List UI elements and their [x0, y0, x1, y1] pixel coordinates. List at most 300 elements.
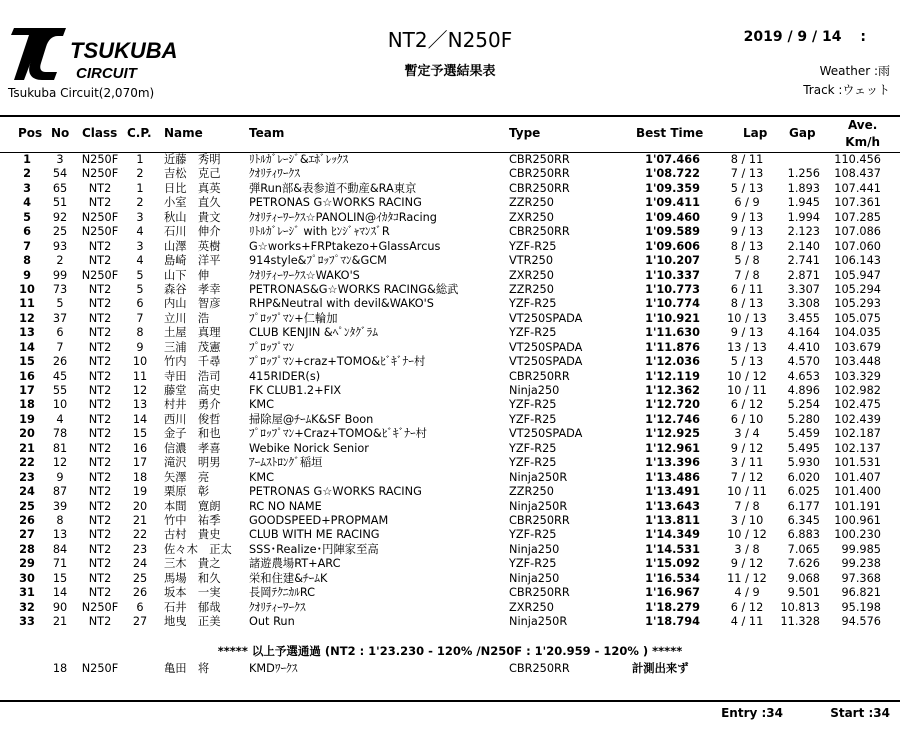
cell-cp: 9	[136, 340, 144, 354]
cell-best-time: 1'13.491	[645, 485, 700, 499]
table-row	[0, 500, 900, 514]
cell-ave-speed: 105.075	[834, 311, 881, 325]
cell-lap: 4 / 9	[734, 586, 760, 600]
cell-name: 村井 勇介	[164, 398, 221, 412]
cell-ave-speed: 100.230	[834, 528, 881, 542]
cell-gap: 6.025	[787, 485, 820, 499]
cell-gap: 5.459	[787, 427, 820, 441]
cell-best-time: 1'18.279	[645, 600, 700, 614]
table-row	[0, 586, 900, 600]
cell-ave-speed: 95.198	[841, 600, 881, 614]
cell-name: 古村 貴史	[164, 528, 221, 542]
cell-class: NT2	[88, 254, 112, 268]
cell-best-time: 1'09.606	[645, 239, 700, 253]
cell-no: 54	[52, 167, 68, 181]
cell-cp: 14	[132, 412, 148, 426]
table-row	[0, 240, 900, 254]
cell-cp: 13	[132, 398, 148, 412]
cell-type: CBR250RR	[509, 153, 570, 166]
cell-class: NT2	[88, 340, 112, 354]
cell-team: GOODSPEED+PROPMAM	[249, 513, 389, 527]
cell-name: 滝沢 明男	[164, 456, 221, 470]
cell-type: ZXR250	[509, 210, 554, 224]
cell-ave-speed: 101.191	[834, 499, 881, 513]
cell-no: 71	[52, 557, 68, 571]
table-row	[0, 269, 900, 283]
cell-pos: 21	[19, 441, 35, 455]
cell-gap: 5.254	[787, 398, 820, 412]
cell-no: 78	[52, 427, 68, 441]
table-row	[0, 312, 900, 326]
cell-cp: 24	[132, 557, 148, 571]
cell-team: Webike Norick Senior	[249, 441, 369, 455]
cell-best-time: 1'12.362	[645, 384, 700, 397]
cell-cp: 22	[132, 528, 148, 542]
cell-no: 45	[52, 369, 68, 383]
cell-ave-speed: 105.947	[834, 268, 881, 282]
cell-type: ZXR250	[509, 600, 554, 614]
cell-type: CBR250RR	[509, 513, 570, 527]
cell-ave-speed: 101.531	[834, 456, 881, 470]
cell-name: 信濃 孝喜	[164, 441, 221, 455]
table-row	[0, 442, 900, 456]
cell-class: N250F	[81, 600, 119, 614]
cell-lap: 9 / 13	[730, 326, 764, 340]
cell-status: 計測出来ず	[632, 662, 689, 675]
start-count: Start :34	[830, 706, 890, 720]
cell-lap: 4 / 11	[730, 615, 764, 628]
table-row	[0, 211, 900, 225]
cell-best-time: 1'13.643	[645, 499, 700, 513]
cell-team: PETRONAS G☆WORKS RACING	[249, 196, 422, 210]
cell-pos: 19	[19, 412, 35, 426]
table-row	[0, 557, 900, 571]
cell-class: NT2	[88, 586, 112, 600]
cell-best-time: 1'12.720	[645, 398, 700, 412]
cell-no: 14	[52, 586, 68, 600]
event-subtitle: 暫定予選結果表	[404, 64, 496, 79]
cell-pos: 28	[19, 542, 35, 556]
cell-team: 栄和住建&ﾁｰﾑK	[249, 571, 328, 585]
cell-gap: 3.455	[787, 311, 820, 325]
table-row	[0, 297, 900, 311]
cell-cp: 20	[132, 499, 148, 513]
cell-cp: 5	[136, 282, 144, 296]
cell-pos: 32	[19, 600, 35, 614]
cell-team: ﾘﾄﾙｶﾞﾚｰｼﾞ with ﾋﾝｼﾞｬﾏﾝｽﾞR	[249, 225, 390, 239]
cell-pos: 25	[19, 499, 35, 513]
cell-best-time: 1'10.921	[645, 311, 700, 325]
cell-lap: 10 / 11	[727, 384, 767, 397]
cell-lap: 6 / 9	[734, 196, 760, 210]
cell-cp: 3	[136, 239, 144, 253]
table-row	[0, 456, 900, 470]
table-row	[0, 528, 900, 542]
table-row	[0, 601, 900, 615]
cell-best-time: 1'10.207	[645, 254, 700, 268]
cell-lap: 9 / 13	[730, 210, 764, 224]
table-row	[0, 485, 900, 499]
cell-name: 森谷 孝幸	[164, 282, 221, 296]
svg-text:TSUKUBA: TSUKUBA	[70, 38, 178, 63]
cell-type: Ninja250R	[509, 615, 568, 628]
cell-class: NT2	[88, 355, 112, 369]
cell-type: ZZR250	[509, 282, 554, 296]
cell-pos: 7	[23, 239, 31, 253]
cell-no: 84	[52, 542, 68, 556]
cell-pos: 27	[19, 528, 35, 542]
cell-type: ZZR250	[509, 485, 554, 499]
cell-cp: 10	[132, 355, 148, 369]
cell-cp: 6	[136, 600, 144, 614]
cell-type: YZF-R25	[509, 557, 557, 571]
cell-gap: 1.945	[787, 196, 820, 210]
cell-lap: 7 / 12	[730, 470, 764, 484]
cell-class: NT2	[88, 181, 112, 195]
cell-gap: 2.123	[787, 225, 820, 239]
cell-best-time: 1'11.630	[645, 326, 700, 340]
cell-no: 6	[56, 326, 64, 340]
cell-class: NT2	[88, 571, 112, 585]
cell-name: 藤堂 高史	[164, 384, 221, 397]
table-row	[0, 384, 900, 398]
cell-name: 寺田 浩司	[164, 369, 221, 383]
cell-name: 本間 寛朗	[164, 499, 221, 513]
cell-team: KMC	[249, 398, 275, 412]
cell-class: NT2	[88, 513, 112, 527]
cell-no: 51	[52, 196, 68, 210]
cell-class: NT2	[88, 470, 112, 484]
cell-cp: 1	[136, 181, 144, 195]
cell-lap: 10 / 12	[727, 528, 767, 542]
cell-class: NT2	[88, 369, 112, 383]
cell-pos: 26	[19, 513, 35, 527]
cell-cp: 1	[136, 153, 144, 166]
col-no: No	[51, 126, 70, 140]
cell-pos: 33	[19, 615, 35, 628]
cell-name: 山下 伸	[164, 268, 210, 282]
cell-ave-speed: 102.982	[834, 384, 881, 397]
cell-cp: 15	[132, 427, 148, 441]
entry-count: Entry :34	[721, 706, 783, 720]
event-title: NT2／N250F	[387, 28, 513, 52]
cell-best-time: 1'14.531	[645, 542, 700, 556]
results-table	[0, 153, 900, 629]
cell-ave-speed: 102.187	[834, 427, 881, 441]
cell-ave-speed: 103.329	[834, 369, 881, 383]
cell-name: 金子 和也	[164, 427, 221, 441]
cell-ave-speed: 99.238	[841, 557, 881, 571]
table-row	[0, 153, 900, 167]
cell-no: 2	[56, 254, 64, 268]
cell-name: 吉松 克己	[164, 167, 221, 181]
cell-name: 立川 浩	[164, 311, 210, 325]
cell-pos: 20	[19, 427, 35, 441]
cell-type: Ninja250	[509, 384, 560, 397]
cell-pos: 29	[19, 557, 35, 571]
cell-cp: 4	[136, 254, 144, 268]
cell-team: ﾘﾄﾙｶﾞﾚｰｼﾞ&ｴﾎﾞﾚｯｸｽ	[249, 153, 349, 166]
col-name: Name	[164, 126, 203, 140]
cell-no: 21	[52, 615, 68, 628]
table-row	[0, 254, 900, 268]
cell-lap: 8 / 13	[730, 239, 764, 253]
cell-no: 7	[56, 340, 64, 354]
cell-ave-speed: 103.448	[834, 355, 881, 369]
cell-class: NT2	[88, 311, 112, 325]
cell-best-time: 1'11.876	[645, 340, 700, 354]
cell-lap: 6 / 10	[730, 412, 764, 426]
col-class: Class	[82, 126, 118, 140]
cell-type: YZF-R25	[509, 456, 557, 470]
table-row	[0, 413, 900, 427]
cell-ave-speed: 107.285	[834, 210, 881, 224]
cell-team: 914style&ﾌﾟﾛｯﾌﾟﾏﾝ&GCM	[249, 254, 387, 268]
cell-best-time: 1'12.036	[645, 355, 700, 369]
cell-gap: 4.410	[787, 340, 820, 354]
cell-class: N250F	[81, 225, 119, 239]
cell-class: NT2	[88, 499, 112, 513]
cell-name: 日比 真英	[164, 181, 221, 195]
cell-lap: 8 / 11	[730, 153, 764, 166]
cell-ave-speed: 107.060	[834, 239, 881, 253]
cell-class: NT2	[88, 297, 112, 311]
cell-gap: 4.570	[787, 355, 820, 369]
cell-class: NT2	[88, 456, 112, 470]
cell-pos: 23	[19, 470, 35, 484]
cell-best-time: 1'10.337	[645, 268, 700, 282]
cell-cp: 8	[136, 326, 144, 340]
cell-pos: 15	[19, 355, 35, 369]
cell-team: CLUB WITH ME RACING	[249, 528, 380, 542]
cell-best-time: 1'09.460	[645, 210, 700, 224]
cell-gap: 6.020	[787, 470, 820, 484]
cell-type: VT250SPADA	[509, 427, 583, 441]
cell-no: 10	[52, 398, 68, 412]
cell-no: 55	[52, 384, 68, 397]
cell-name: 亀田 将	[164, 662, 210, 675]
cell-name: 土屋 真理	[164, 326, 221, 340]
cell-ave-speed: 105.294	[834, 282, 881, 296]
cell-best-time: 1'07.466	[645, 153, 700, 166]
cell-no: 73	[52, 282, 68, 296]
cell-cp: 12	[132, 384, 148, 397]
cell-ave-speed: 106.143	[834, 254, 881, 268]
cell-team: RHP&Neutral with devil&WAKO'S	[249, 297, 434, 311]
table-row	[0, 543, 900, 557]
cell-lap: 6 / 12	[730, 600, 764, 614]
col-pos: Pos	[18, 126, 43, 140]
cell-lap: 9 / 12	[730, 441, 764, 455]
cell-ave-speed: 107.361	[834, 196, 881, 210]
cell-team: 弾Run部&表参道不動産&RA東京	[249, 181, 417, 195]
cell-best-time: 1'09.411	[645, 196, 700, 210]
cell-gap: 1.893	[787, 181, 820, 195]
cell-best-time: 1'12.746	[645, 412, 700, 426]
cell-best-time: 1'15.092	[645, 557, 700, 571]
cell-gap: 10.813	[780, 600, 820, 614]
cell-class: NT2	[88, 398, 112, 412]
cell-no: 13	[52, 528, 68, 542]
cell-type: VT250SPADA	[509, 311, 583, 325]
cell-type: VT250SPADA	[509, 340, 583, 354]
cell-pos: 31	[19, 586, 35, 600]
cell-no: 37	[52, 311, 68, 325]
cell-best-time: 1'18.794	[645, 615, 700, 628]
cell-lap: 8 / 13	[730, 297, 764, 311]
cell-name: 栗原 彰	[164, 485, 210, 499]
footer-rule	[0, 700, 900, 702]
cell-no: 81	[52, 441, 68, 455]
cell-class: N250F	[81, 167, 119, 181]
cell-best-time: 1'16.534	[645, 571, 700, 585]
cell-cp: 5	[136, 268, 144, 282]
cell-class: NT2	[88, 485, 112, 499]
cell-no: 87	[52, 485, 68, 499]
cell-pos: 30	[19, 571, 35, 585]
cell-cp: 6	[136, 297, 144, 311]
cell-type: Ninja250	[509, 542, 560, 556]
cell-team: 長岡ﾃｸﾆｶﾙRC	[249, 586, 316, 600]
cell-gap: 9.068	[787, 571, 820, 585]
cell-class: NT2	[88, 282, 112, 296]
cell-lap: 3 / 8	[734, 542, 760, 556]
cell-class: N250F	[81, 153, 119, 166]
cell-pos: 5	[23, 210, 31, 224]
cell-cp: 19	[132, 485, 148, 499]
table-row	[0, 167, 900, 181]
cell-ave-speed: 108.437	[834, 167, 881, 181]
cell-no: 9	[56, 470, 64, 484]
cell-best-time: 1'09.359	[645, 181, 700, 195]
cell-ave-speed: 102.439	[834, 412, 881, 426]
cell-no: 93	[52, 239, 68, 253]
cell-team: ｸｵﾘﾃｨｰﾜｰｸｽ	[249, 600, 306, 614]
cell-gap: 4.896	[787, 384, 820, 397]
cell-cp: 11	[132, 369, 148, 383]
cell-no: 25	[52, 225, 68, 239]
cell-gap: 5.495	[787, 441, 820, 455]
cell-type: Ninja250R	[509, 470, 568, 484]
cell-type: CBR250RR	[509, 662, 570, 675]
cell-best-time: 1'09.589	[645, 225, 700, 239]
track-condition-label: Track :ウェット	[803, 83, 890, 97]
cell-gap: 2.871	[787, 268, 820, 282]
cell-gap: 1.256	[787, 167, 820, 181]
cell-cp: 27	[132, 615, 148, 628]
cell-no: 18	[52, 662, 68, 675]
cell-no: 39	[52, 499, 68, 513]
cell-cp: 25	[132, 571, 148, 585]
cell-type: Ninja250R	[509, 499, 568, 513]
cell-pos: 6	[23, 225, 31, 239]
cell-lap: 9 / 13	[730, 225, 764, 239]
table-row	[0, 283, 900, 297]
cell-ave-speed: 101.407	[834, 470, 881, 484]
cell-name: 佐々木 正太	[164, 542, 232, 556]
cell-type: VTR250	[509, 254, 554, 268]
cell-pos: 9	[23, 268, 31, 282]
cell-class: NT2	[88, 615, 112, 628]
cell-name: 竹内 千尋	[164, 355, 221, 369]
cell-gap: 7.065	[787, 542, 820, 556]
cell-best-time: 1'10.773	[645, 282, 700, 296]
cell-ave-speed: 99.985	[841, 542, 881, 556]
col-ave-speed: Ave. Km/h	[845, 118, 880, 149]
event-date: 2019 / 9 / 14 :	[743, 29, 866, 45]
cell-pos: 2	[23, 167, 31, 181]
cell-class: NT2	[88, 427, 112, 441]
cell-gap: 2.741	[787, 254, 820, 268]
cell-team: CLUB KENJIN &ﾍﾟﾝﾀｸﾞﾗﾑ	[249, 326, 378, 340]
cell-cp: 2	[136, 196, 144, 210]
cell-class: NT2	[88, 557, 112, 571]
table-row	[0, 355, 900, 369]
cell-team: ｸｵﾘﾃｨﾜｰｸｽ	[249, 167, 300, 181]
table-row	[0, 370, 900, 384]
cell-gap: 2.140	[787, 239, 820, 253]
cell-type: YZF-R25	[509, 326, 557, 340]
cell-ave-speed: 94.576	[841, 615, 881, 628]
cell-ave-speed: 102.137	[834, 441, 881, 455]
cell-gap: 1.994	[787, 210, 820, 224]
cell-no: 5	[56, 297, 64, 311]
cell-pos: 4	[23, 196, 31, 210]
cell-team: G☆works+FRPtakezo+GlassArcus	[249, 239, 441, 253]
cell-type: Ninja250	[509, 571, 560, 585]
cell-type: ZZR250	[509, 196, 554, 210]
cell-team: FK CLUB1.2+FIX	[249, 384, 342, 397]
non-qualified-row	[0, 661, 900, 676]
weather-label: Weather :雨	[819, 64, 890, 78]
table-row	[0, 427, 900, 441]
table-row	[0, 341, 900, 355]
cell-pos: 18	[19, 398, 35, 412]
cell-lap: 10 / 13	[727, 311, 767, 325]
table-row	[0, 471, 900, 485]
cell-ave-speed: 105.293	[834, 297, 881, 311]
col-best-time: Best Time	[636, 126, 704, 140]
cell-gap: 6.345	[787, 513, 820, 527]
cell-lap: 5 / 13	[730, 181, 764, 195]
cell-name: 石井 郁哉	[164, 600, 221, 614]
cell-type: YZF-R25	[509, 239, 557, 253]
cell-best-time: 1'10.774	[645, 297, 700, 311]
cell-team: ｸｵﾘﾃｨｰﾜｰｸｽ☆WAKO'S	[249, 268, 360, 282]
cell-name: 地曳 正美	[164, 615, 221, 628]
cell-gap: 5.280	[787, 412, 820, 426]
table-row	[0, 326, 900, 340]
cell-type: CBR250RR	[509, 167, 570, 181]
cell-cp: 17	[132, 456, 148, 470]
cell-name: 馬場 和久	[164, 571, 221, 585]
cell-best-time: 1'16.967	[645, 586, 700, 600]
cell-ave-speed: 107.441	[834, 181, 881, 195]
col-gap: Gap	[789, 126, 816, 140]
cell-lap: 7 / 8	[734, 268, 760, 282]
cell-class: NT2	[88, 412, 112, 426]
cell-lap: 3 / 4	[734, 427, 760, 441]
cell-gap: 3.308	[787, 297, 820, 311]
cell-lap: 10 / 12	[727, 369, 767, 383]
cell-lap: 7 / 13	[730, 167, 764, 181]
cell-lap: 11 / 12	[727, 571, 767, 585]
table-row	[0, 225, 900, 239]
cell-no: 8	[56, 513, 64, 527]
cell-pos: 12	[19, 311, 35, 325]
cell-type: ZXR250	[509, 268, 554, 282]
cell-best-time: 1'12.961	[645, 441, 700, 455]
